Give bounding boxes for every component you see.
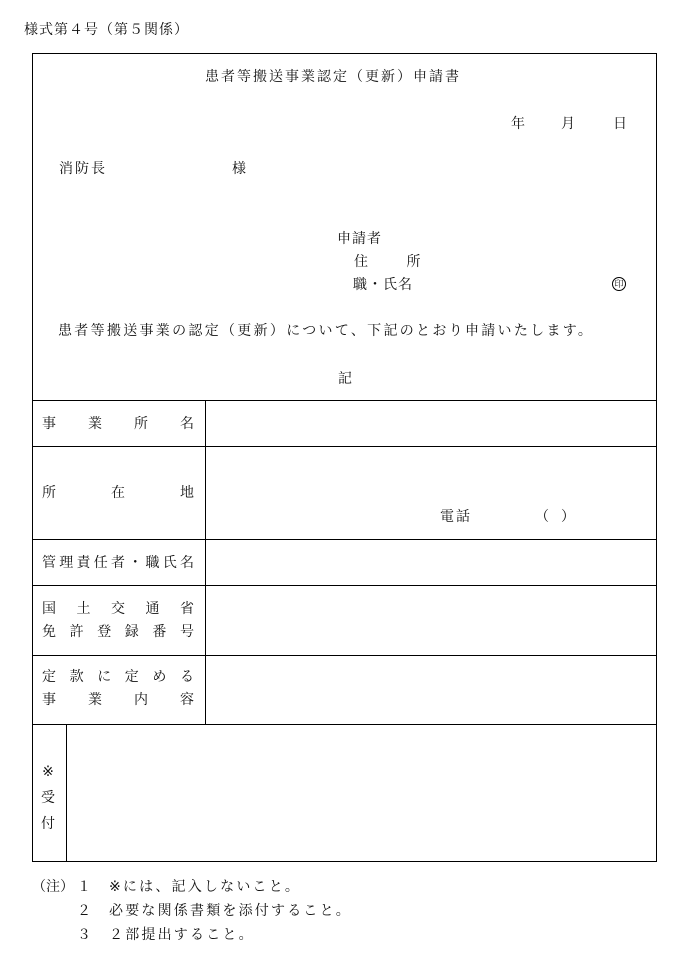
note-text: 必要な関係書類を添付すること。 bbox=[109, 903, 352, 919]
address-char: 所 bbox=[406, 254, 421, 270]
articles-label-line2: 事 業 内 容 bbox=[42, 692, 194, 708]
rule-office-bottom bbox=[32, 446, 657, 447]
phone-paren-open: （ bbox=[535, 509, 549, 525]
phone-label: 電話 bbox=[440, 509, 472, 525]
rule-license-bottom bbox=[32, 655, 657, 656]
articles-label-line1: 定 款 に 定 め る bbox=[42, 669, 194, 685]
rule-articles-bottom bbox=[32, 724, 657, 725]
date-day-label: 日 bbox=[613, 116, 627, 132]
manager-label: 管 理 責 任 者 ・ 職 氏 名 bbox=[42, 555, 194, 571]
rule-header-bottom bbox=[32, 400, 657, 401]
applicant-name-label: 職・氏名 bbox=[353, 277, 413, 293]
note-number: １ bbox=[77, 879, 91, 895]
application-statement: 患者等搬送事業の認定（更新）について、下記のとおり申請いたします。 bbox=[58, 323, 595, 339]
license-label-line2: 免 許 登 録 番 号 bbox=[42, 624, 194, 640]
form-title: 患者等搬送事業認定（更新）申請書 bbox=[205, 69, 461, 85]
applicant-header: 申請者 bbox=[337, 231, 382, 247]
note-text: ※には、記入しないこと。 bbox=[109, 879, 302, 895]
notes-heading: （注） bbox=[32, 879, 74, 895]
rule-reception-column bbox=[66, 724, 67, 862]
rule-label-column bbox=[205, 400, 206, 724]
applicant-address-label bbox=[354, 255, 420, 269]
address-char: 住 bbox=[354, 254, 368, 270]
reception-label: ※ 受 付 bbox=[41, 764, 55, 832]
license-label-line1: 国 土 交 通 省 bbox=[42, 601, 194, 617]
addressee-honorific: 様 bbox=[232, 161, 246, 177]
note-number: ３ bbox=[77, 927, 91, 943]
addressee-label: 消防長 bbox=[59, 161, 107, 177]
rule-location-bottom bbox=[32, 539, 657, 540]
form-frame bbox=[32, 53, 657, 862]
location-label: 所 在 地 bbox=[42, 485, 194, 501]
note-number: ２ bbox=[77, 903, 91, 919]
office-name-label: 事 業 所 名 bbox=[42, 416, 194, 432]
date-year-label: 年 bbox=[511, 116, 525, 132]
ki-marker: 記 bbox=[338, 371, 352, 387]
phone-paren-close: ） bbox=[561, 509, 575, 525]
note-text: ２部提出すること。 bbox=[109, 927, 255, 943]
rule-manager-bottom bbox=[32, 585, 657, 586]
date-month-label: 月 bbox=[561, 116, 575, 132]
seal-mark: 印 bbox=[612, 277, 626, 291]
form-id: 様式第４号（第５関係） bbox=[24, 22, 189, 38]
